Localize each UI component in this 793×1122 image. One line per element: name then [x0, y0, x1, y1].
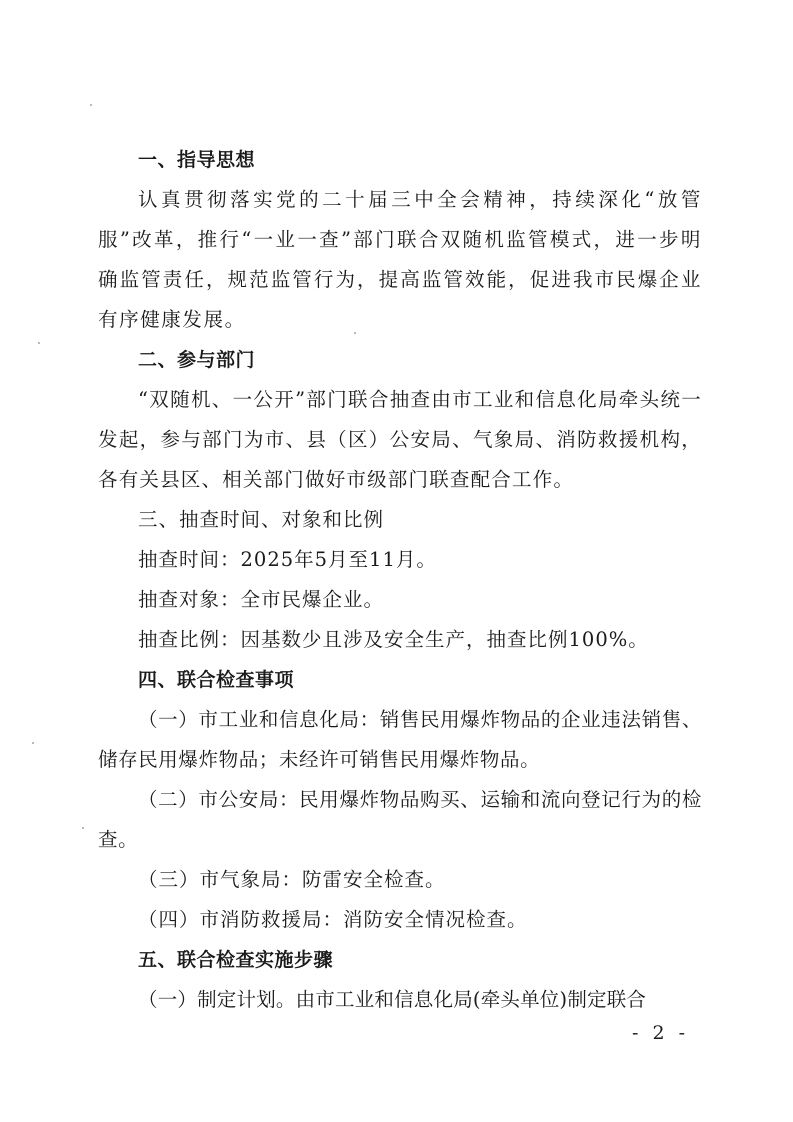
section-heading-joint-inspection-items: 四、联合检查事项 — [138, 669, 295, 691]
inspection-target-line: 抽查对象：全市民爆企业。 — [138, 588, 385, 611]
section-paragraph-guiding-ideology: 认真贯彻落实党的二十届三中全会精神，持续深化“放管服”改革，推行“一业一查”部门联合双随机监管模式，进一步明确监管责任，规范监管行为，提高监管效能，促进我市民爆企业有序健康发展。 — [98, 188, 702, 331]
inspection-item-fire-rescue: （四）市消防救援局：消防安全情况检查。 — [138, 908, 528, 931]
scan-speck — [38, 342, 40, 344]
section-heading-inspection-time-scope: 三、抽查时间、对象和比例 — [138, 508, 385, 531]
inspection-item-industry-bureau: （一）市工业和信息化局：销售民用爆炸物品的企业违法销售、储存民用爆炸物品；未经许可销售民用爆炸物品。 — [98, 708, 702, 771]
scan-speck — [32, 742, 34, 744]
document-body — [98, 140, 702, 1020]
section-heading-participating-departments: 二、参与部门 — [138, 349, 256, 371]
inspection-time-line: 抽查时间：2025年5月至11月。 — [138, 548, 437, 571]
implementation-step-plan: （一）制定计划。由市工业和信息化局(牵头单位)制定联合 — [138, 988, 647, 1011]
inspection-item-public-security: （二）市公安局：民用爆炸物品购买、运输和流向登记行为的检查。 — [98, 788, 702, 851]
section-heading-guiding-ideology: 一、指导思想 — [138, 149, 256, 171]
section-paragraph-participating-departments: “双随机、一公开”部门联合抽查由市工业和信息化局牵头统一发起，参与部门为市、县（区）公安局、气象局、消防救援机构，各有关县区、相关部门做好市级部门联查配合工作。 — [98, 388, 702, 491]
inspection-ratio-line: 抽查比例：因基数少且涉及安全生产，抽查比例100%。 — [138, 628, 649, 651]
page-number: - 2 - — [631, 1022, 689, 1044]
scan-speck — [82, 827, 84, 829]
scan-speck — [90, 104, 92, 106]
section-heading-implementation-steps: 五、联合检查实施步骤 — [138, 949, 334, 971]
inspection-item-meteorological: （三）市气象局：防雷安全检查。 — [138, 868, 446, 891]
scan-speck — [354, 332, 356, 334]
